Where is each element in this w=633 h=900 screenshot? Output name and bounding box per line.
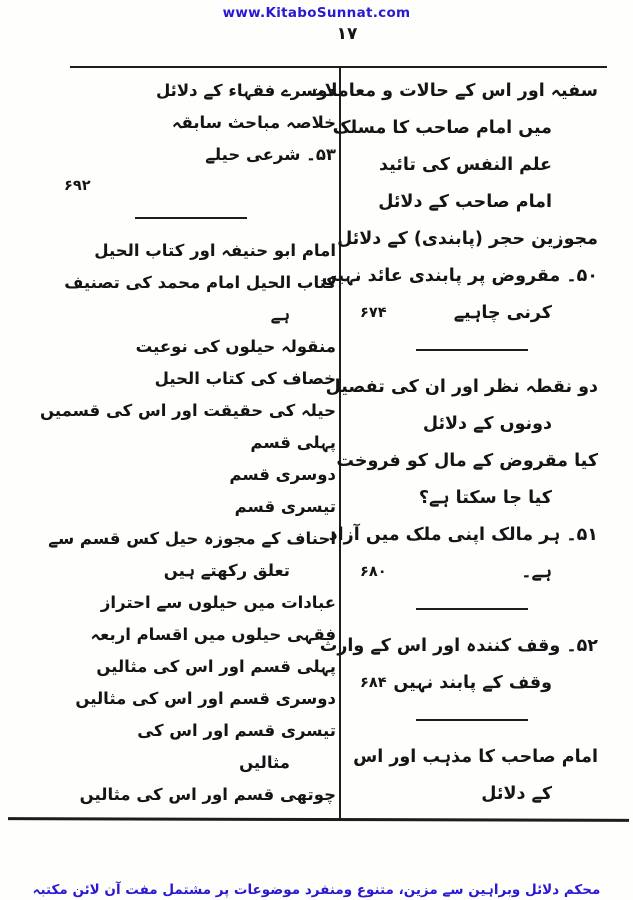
toc-entry-page-number: ۶۸۰ bbox=[360, 563, 387, 580]
section-divider-rule-mark bbox=[416, 608, 528, 610]
toc-column-left bbox=[40, 74, 336, 810]
toc-entry bbox=[46, 586, 336, 618]
toc-entry-page-number: ۶۹۲ bbox=[64, 178, 91, 194]
toc-entry-text: دوسری قسم bbox=[229, 464, 336, 484]
toc-entry bbox=[346, 664, 598, 701]
toc-entry-text: سفیہ اور اس کے حالات و معاملات bbox=[307, 80, 598, 101]
toc-entry-text: امام ابو حنیفہ اور کتاب الحیل bbox=[94, 240, 336, 260]
section-divider-rule bbox=[46, 202, 336, 234]
toc-entry bbox=[46, 266, 336, 298]
toc-entry-text: احناف کے مجوزہ حیل کس قسم سے bbox=[48, 528, 336, 548]
toc-entry bbox=[346, 294, 598, 331]
toc-entry-text: ہے bbox=[270, 304, 290, 324]
toc-column-right bbox=[307, 72, 598, 812]
toc-entry-text: دونوں کے دلائل bbox=[422, 413, 552, 434]
toc-entry bbox=[46, 74, 336, 106]
toc-entry-text: کتاب الحیل امام محمد کی تصنیف bbox=[64, 272, 336, 292]
toc-entry bbox=[337, 220, 598, 257]
toc-entry-text: دوسرے فقہاء کے دلائل bbox=[155, 80, 336, 100]
toc-entry-text: دو نقطہ نظر اور ان کی تفصیل bbox=[325, 376, 598, 397]
toc-entry-text: تیسری قسم bbox=[234, 496, 336, 516]
toc-entry bbox=[46, 234, 336, 266]
toc-entry-text: پہلی قسم bbox=[250, 432, 336, 452]
toc-entry bbox=[346, 479, 598, 516]
toc-entry-text: ۵۱۔ ہر مالک اپنی ملک میں آزاد bbox=[328, 524, 598, 545]
toc-entry bbox=[332, 109, 598, 146]
toc-entry-text: تیسری قسم اور اس کی bbox=[137, 720, 336, 740]
section-divider-rule bbox=[346, 590, 598, 627]
section-divider-rule-mark bbox=[416, 719, 528, 721]
toc-entry bbox=[46, 458, 336, 490]
toc-entry bbox=[46, 682, 336, 714]
website-footer-tagline: محکم دلائل وبراہین سے مزین، متنوع ومنفرد موضوعات پر مشتمل مفت آن لائن مکتبہ bbox=[32, 882, 601, 898]
toc-entry bbox=[319, 627, 598, 664]
section-divider-rule-mark bbox=[416, 349, 528, 351]
toc-entry bbox=[321, 257, 598, 294]
toc-entry bbox=[307, 72, 598, 109]
toc-entry bbox=[346, 553, 598, 590]
toc-entry bbox=[46, 714, 336, 746]
toc-entry-text: دوسری قسم اور اس کی مثالیں bbox=[75, 688, 336, 708]
toc-entry bbox=[346, 183, 598, 220]
toc-entry-text: تعلق رکھتے ہیں bbox=[163, 560, 290, 580]
toc-entry bbox=[328, 516, 598, 553]
toc-entry-text: علم النفس کی تائید bbox=[379, 154, 552, 175]
toc-entry bbox=[46, 426, 336, 458]
section-divider-rule-mark bbox=[135, 217, 247, 219]
column-divider-rule bbox=[339, 66, 341, 820]
toc-entry bbox=[46, 106, 336, 138]
toc-entry bbox=[346, 405, 598, 442]
section-divider-rule bbox=[346, 331, 598, 368]
toc-entry-text: پہلی قسم اور اس کی مثالیں bbox=[96, 656, 336, 676]
toc-entry bbox=[46, 650, 336, 682]
toc-entry-text: کیا جا سکتا ہے؟ bbox=[418, 487, 552, 508]
toc-entry-text: حیلہ کی حقیقت اور اس کی قسمیں bbox=[40, 400, 336, 420]
toc-entry-text: فقہی حیلوں میں اقسام اربعہ bbox=[90, 624, 336, 644]
page-number: ۱۷ bbox=[336, 24, 358, 44]
toc-entry bbox=[46, 298, 336, 330]
toc-entry bbox=[46, 170, 336, 202]
toc-entry-text: خصاف کی کتاب الحیل bbox=[154, 368, 336, 388]
toc-entry-text: ۵۲۔ وقف کنندہ اور اس کے وارث bbox=[319, 635, 598, 656]
website-header-link[interactable]: www.KitaboSunnat.com bbox=[222, 5, 411, 21]
toc-entry-text: مجوزین حجر (پابندی) کے دلائل bbox=[337, 228, 598, 249]
toc-entry bbox=[46, 490, 336, 522]
section-divider-rule bbox=[346, 701, 598, 738]
toc-entry bbox=[46, 138, 336, 170]
toc-entry-text: ۵۳۔ شرعی حیلے bbox=[205, 144, 336, 164]
toc-entry bbox=[46, 778, 336, 810]
toc-entry bbox=[46, 746, 336, 778]
toc-entry bbox=[46, 618, 336, 650]
toc-entry-text: خلاصہ مباحث سابقہ bbox=[171, 112, 336, 132]
toc-entry bbox=[46, 362, 336, 394]
toc-entry-text: کیا مقروض کے مال کو فروخت bbox=[336, 450, 598, 471]
toc-entry-text: میں امام صاحب کا مسلک bbox=[332, 117, 552, 138]
toc-entry-page-number: ۶۷۴ bbox=[360, 304, 387, 321]
toc-entry bbox=[46, 330, 336, 362]
toc-entry-text: ہے۔ bbox=[521, 561, 552, 582]
toc-entry-text: عبادات میں حیلوں سے احتراز bbox=[100, 592, 336, 612]
toc-entry-text: چوتھی قسم اور اس کی مثالیں bbox=[79, 784, 336, 804]
toc-entry bbox=[346, 146, 598, 183]
toc-entry bbox=[325, 368, 598, 405]
toc-entry bbox=[336, 442, 598, 479]
toc-entry-text: منقولہ حیلوں کی نوعیت bbox=[135, 336, 336, 356]
toc-entry-page-number: ۶۸۴ bbox=[360, 674, 387, 691]
toc-entry-text: امام صاحب کے دلائل bbox=[378, 191, 552, 212]
toc-entry bbox=[346, 775, 598, 812]
toc-entry bbox=[40, 394, 336, 426]
toc-entry bbox=[346, 738, 598, 775]
toc-entry-text: وقف کے پابند نہیں bbox=[393, 672, 552, 693]
toc-entry-text: کرنی چاہیے bbox=[453, 302, 552, 323]
table-bottom-rule bbox=[8, 817, 629, 822]
toc-entry-text: مثالیں bbox=[239, 752, 290, 772]
toc-entry-text: امام صاحب کا مذہب اور اس bbox=[353, 746, 598, 767]
toc-entry bbox=[46, 554, 336, 586]
toc-entry bbox=[46, 522, 336, 554]
toc-entry-text: ۵۰۔ مقروض پر پابندی عائد نہیں bbox=[321, 265, 598, 286]
toc-entry-text: کے دلائل bbox=[481, 783, 552, 804]
